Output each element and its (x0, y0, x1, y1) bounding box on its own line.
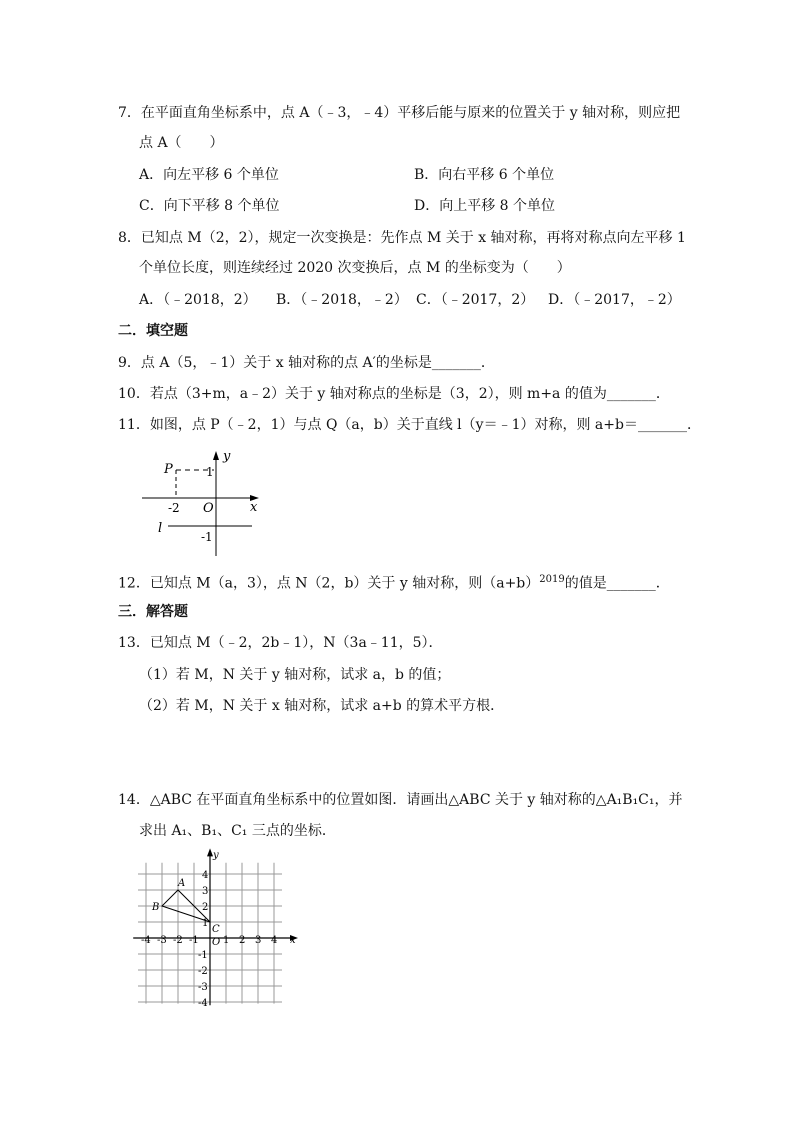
q14-figure (130, 845, 305, 1010)
q11-tick-neg1: -1 (201, 530, 213, 544)
q11-l-label: l (158, 521, 163, 536)
q7-line2: 点 A（ ） (139, 135, 224, 151)
q11-text: 11．如图，点 P（﹣2，1）与点 Q（a，b）关于直线 l（y＝﹣1）对称，则 a+b＝_______． (118, 417, 701, 433)
q11-p-label: P (164, 462, 173, 477)
q14-y-tick-label: 2 (202, 902, 209, 913)
q11-origin-label: O (203, 501, 214, 516)
q14-y-tick-label: -4 (198, 998, 208, 1009)
q14-vertex-label: A (178, 878, 186, 889)
q11-y-label: y (223, 449, 231, 464)
q12-exponent: 2019 (539, 574, 565, 585)
q11-y-arrow (213, 451, 219, 460)
q14-y-tick-label: 1 (202, 918, 209, 929)
q10-text: 10．若点（3+m，a﹣2）关于 y 轴对称点的坐标是（3，2），则 m+a 的值为_______． (118, 386, 670, 402)
q14-y-tick-label: 4 (202, 870, 209, 881)
q13-line1: 13．已知点 M（﹣2，2b﹣1），N（3a﹣11，5）． (118, 635, 443, 651)
q7-line1: 7．在平面直角坐标系中，点 A（﹣3，﹣4）平移后能与原来的位置关于 y 轴对称，则应把 (118, 105, 681, 121)
q14-y-tick-label: -3 (198, 982, 208, 993)
q14-x-tick-label: 4 (271, 935, 278, 946)
q11-figure (140, 448, 270, 560)
q14-y-tick-label: 3 (202, 886, 209, 897)
q8-option-a: A．（﹣2018，2） (139, 292, 257, 308)
q8-line2: 个单位长度，则连续经过 2020 次变换后，点 M 的坐标变为（ ） (139, 260, 571, 276)
q14-x-tick-label: 1 (223, 935, 230, 946)
q14-line1: 14．△ABC 在平面直角坐标系中的位置如图．请画出△ABC 关于 y 轴对称的△A₁B₁C₁，并 (118, 792, 683, 808)
q7-option-a: A．向左平移 6 个单位 (139, 167, 279, 183)
q14-x-tick-label: -3 (157, 935, 167, 946)
q7-option-d: D．向上平移 8 个单位 (414, 198, 556, 214)
q14-vertex-label: B (152, 902, 160, 913)
q14-x-tick-label: 2 (239, 935, 246, 946)
q14-y-label: y (213, 850, 219, 861)
q11-tick-1: 1 (206, 465, 214, 479)
q14-x-tick-label: -4 (141, 935, 151, 946)
q12-text (118, 571, 670, 593)
q11-x-label: x (250, 500, 258, 515)
q14-y-tick-label: -1 (198, 950, 208, 961)
q14-x-label: x (290, 935, 296, 946)
q8-option-d: D．（﹣2017，﹣2） (548, 292, 681, 308)
q12-text-tail: 的值是_______． (564, 575, 670, 592)
q8-option-b: B．（﹣2018，﹣2） (276, 292, 408, 308)
q14-vertex-label: C (212, 924, 220, 935)
q14-y-tick-label: -2 (198, 966, 208, 977)
section-solve-title: 三．解答题 (118, 604, 188, 620)
q7-option-c: C．向下平移 8 个单位 (139, 198, 280, 214)
q12-text-main: 12．已知点 M（a，3），点 N（2，b）关于 y 轴对称，则（a+b） (118, 575, 540, 592)
q7-option-b: B．向右平移 6 个单位 (414, 167, 555, 183)
q8-line1: 8．已知点 M（2，2），规定一次变换是：先作点 M 关于 x 轴对称，再将对称点向左平移 1 (118, 230, 686, 246)
q13-part1: （1）若 M，N 关于 y 轴对称，试求 a，b 的值； (139, 667, 451, 683)
q13-part2: （2）若 M，N 关于 x 轴对称，试求 a+b 的算术平方根． (139, 698, 505, 714)
q14-x-tick-label: 3 (255, 935, 262, 946)
section-fill-in-title: 二．填空题 (118, 323, 188, 339)
q8-option-c: C．（﹣2017，2） (416, 292, 535, 308)
q14-x-tick-label: -2 (173, 935, 183, 946)
q11-tick-neg2: -2 (168, 501, 180, 515)
q14-x-tick-label: -1 (189, 935, 199, 946)
q14-origin-label: O (212, 937, 221, 948)
q14-line2: 求出 A₁、B₁、C₁ 三点的坐标． (139, 823, 336, 839)
q9-text: 9．点 A（5，﹣1）关于 x 轴对称的点 A′的坐标是_______． (118, 355, 495, 371)
